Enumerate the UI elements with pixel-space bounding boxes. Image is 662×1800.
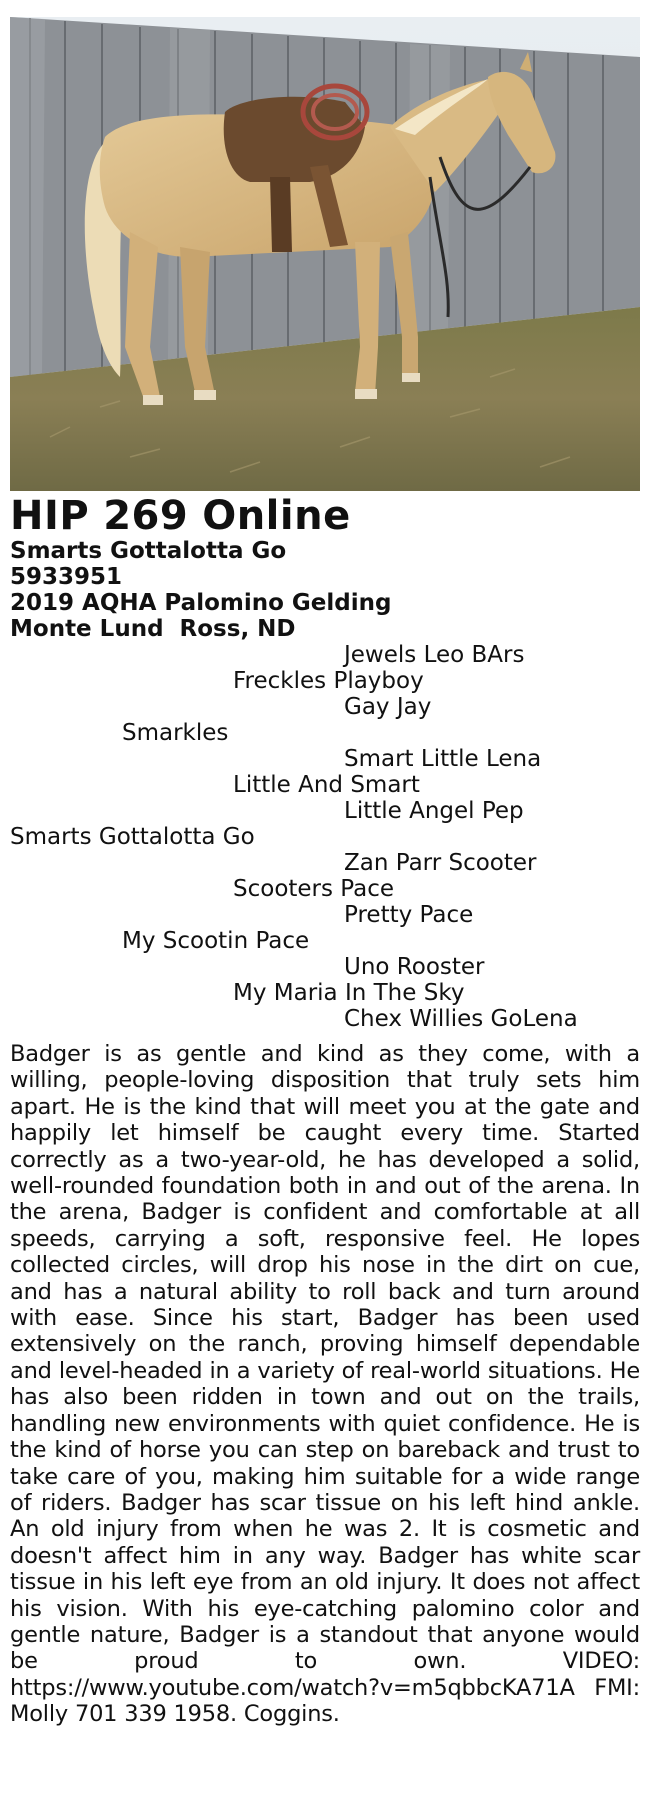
- pedigree-dam-sire: Scooters Pace: [233, 876, 395, 902]
- hip-number: 269: [103, 493, 189, 539]
- pedigree-sire: Smarkles: [122, 720, 229, 746]
- registration-number: 5933951: [10, 564, 123, 590]
- pedigree-dam-dam-sire: Uno Rooster: [344, 954, 485, 980]
- pedigree-dam-sire-dam: Pretty Pace: [344, 902, 474, 928]
- pedigree-subject: Smarts Gottalotta Go: [10, 824, 255, 850]
- hip-label: HIP: [10, 493, 90, 539]
- pedigree-sire-sire: Freckles Playboy: [233, 668, 424, 694]
- pedigree-sire-sire-dam: Gay Jay: [344, 694, 432, 720]
- sale-type: Online: [202, 493, 351, 539]
- pedigree-sire-sire-sire: Jewels Leo BArs: [344, 642, 525, 668]
- pedigree-sire-dam-dam: Little Angel Pep: [344, 798, 524, 824]
- palomino-horse-photo-icon: [10, 17, 640, 491]
- pedigree-dam-sire-sire: Zan Parr Scooter: [344, 850, 537, 876]
- pedigree-dam-dam-dam: Chex Willies GoLena: [344, 1006, 578, 1032]
- horse-photo: [10, 17, 640, 491]
- horse-description-line: 2019 AQHA Palomino Gelding: [10, 590, 392, 616]
- hip-title: [10, 493, 351, 539]
- horse-name: Smarts Gottalotta Go: [10, 538, 287, 564]
- consignor: Monte Lund Ross, ND: [10, 616, 296, 642]
- pedigree-sire-dam-sire: Smart Little Lena: [344, 746, 542, 772]
- pedigree-dam: My Scootin Pace: [122, 928, 310, 954]
- pedigree-sire-dam: Little And Smart: [233, 772, 420, 798]
- horse-info: [10, 538, 391, 642]
- pedigree-dam-dam: My Maria In The Sky: [233, 980, 465, 1006]
- horse-description: Badger is as gentle and kind as they come, with a willing, people-loving disposition that truly sets him apart. He is the kind that will meet you at the gate and happily let himself be caught every time. Started correctly as a two-year-old, he has developed a solid, well-rounded foundation both in and out of the arena. In the arena, Badger is confident and comfortable at all speeds, carrying a soft, responsive feel. He lopes collected circles, will drop his nose in the dirt on cue, and has a natural ability to roll back and turn around with ease. Since his start, Badger has been used extensively on the ranch, proving himself dependable and level-headed in a variety of real-world situations. He has also been ridden in town and out on the trails, handling new environments with quiet confidence. He is the kind of horse you can step on bareback and trust to take care of you, making him suitable for a wide range of riders. Badger has scar tissue on his left hind ankle. An old injury from when he was 2. It is cosmetic and doesn't affect him in any way. Badger has white scar tissue in his left eye from an old injury. It does not affect his vision. With his eye-catching palomino color and gentle nature, Badger is a standout that anyone would be proud to own. VIDEO: https://www.youtube.com/watch?v=m5qbbcKA71A FMI: Molly 701 339 1958. Coggins.: [10, 1041, 640, 1728]
